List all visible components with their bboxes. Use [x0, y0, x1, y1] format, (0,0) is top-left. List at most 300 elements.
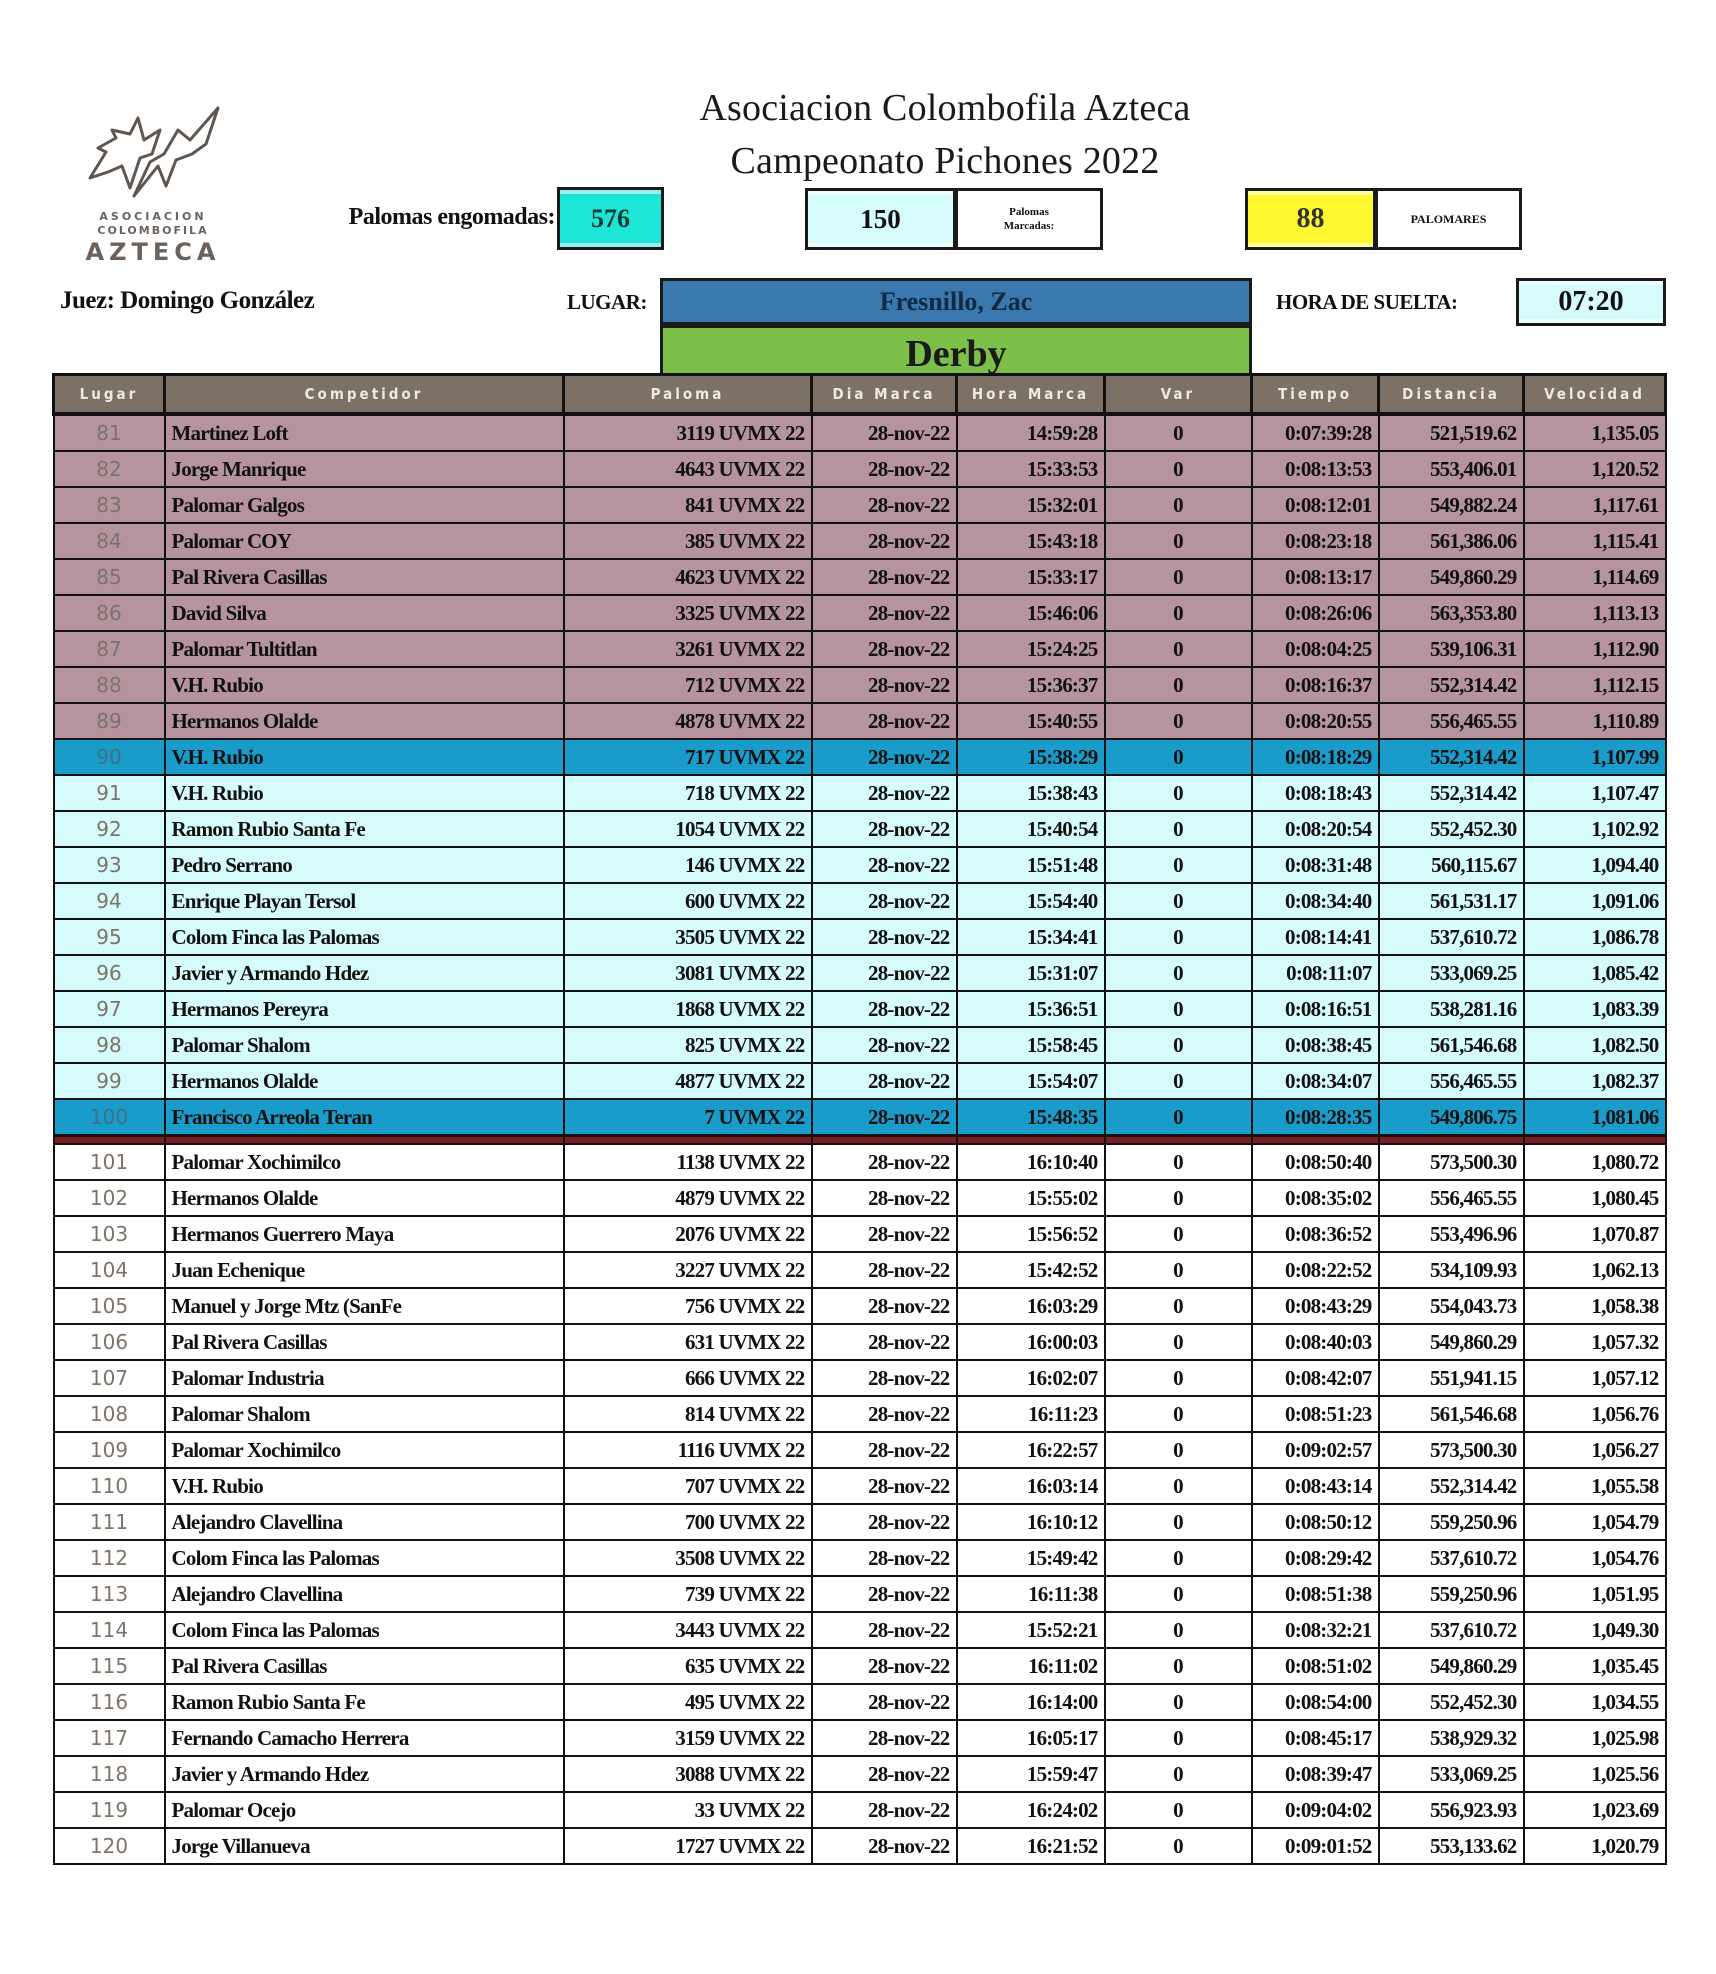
variance-cell: 0: [1105, 451, 1252, 487]
table-row: [54, 1252, 1666, 1288]
competitor-cell: Manuel y Jorge Mtz (SanFe: [165, 1288, 564, 1324]
table-row: [54, 1792, 1666, 1828]
arrival-time-cell: 15:56:52: [957, 1216, 1105, 1252]
competitor-cell: Francisco Arreola Teran: [165, 1099, 564, 1136]
competitor-cell: Hermanos Olalde: [165, 1063, 564, 1099]
pigeon-ring-cell: 1138 UVMX 22: [564, 1144, 812, 1180]
lugar-cell: 101: [54, 1144, 165, 1180]
variance-cell: 0: [1105, 1540, 1252, 1576]
flight-time-cell: 0:08:04:25: [1252, 631, 1379, 667]
speed-cell: 1,080.45: [1524, 1180, 1666, 1216]
distance-cell: 561,546.68: [1379, 1396, 1524, 1432]
variance-cell: 0: [1105, 1612, 1252, 1648]
arrival-time-cell: 16:05:17: [957, 1720, 1105, 1756]
speed-cell: 1,020.79: [1524, 1828, 1666, 1864]
lugar-cell: 118: [54, 1756, 165, 1792]
speed-cell: 1,091.06: [1524, 883, 1666, 919]
speed-cell: 1,056.27: [1524, 1432, 1666, 1468]
palomas-marcadas-value: 150: [805, 188, 956, 250]
lugar-cell: 95: [54, 919, 165, 955]
arrival-time-cell: 15:32:01: [957, 487, 1105, 523]
distance-cell: 561,546.68: [1379, 1027, 1524, 1063]
arrival-date-cell: 28-nov-22: [812, 847, 957, 883]
flight-time-cell: 0:08:35:02: [1252, 1180, 1379, 1216]
distance-cell: 563,353.80: [1379, 595, 1524, 631]
distance-cell: 533,069.25: [1379, 955, 1524, 991]
distance-cell: 537,610.72: [1379, 1540, 1524, 1576]
flight-time-cell: 0:08:14:41: [1252, 919, 1379, 955]
pigeon-ring-cell: 3508 UVMX 22: [564, 1540, 812, 1576]
competitor-cell: Palomar COY: [165, 523, 564, 559]
table-row: [54, 1612, 1666, 1648]
table-row: [54, 487, 1666, 523]
competitor-cell: Palomar Ocejo: [165, 1792, 564, 1828]
flight-time-cell: 0:08:51:23: [1252, 1396, 1379, 1432]
flight-time-cell: 0:08:29:42: [1252, 1540, 1379, 1576]
arrival-time-cell: 15:46:06: [957, 595, 1105, 631]
flight-time-cell: 0:08:43:14: [1252, 1468, 1379, 1504]
variance-cell: 0: [1105, 955, 1252, 991]
table-row: [54, 1684, 1666, 1720]
distance-cell: 553,133.62: [1379, 1828, 1524, 1864]
flight-time-cell: 0:08:28:35: [1252, 1099, 1379, 1136]
pigeon-ring-cell: 3119 UVMX 22: [564, 414, 812, 451]
variance-cell: 0: [1105, 1396, 1252, 1432]
speed-cell: 1,062.13: [1524, 1252, 1666, 1288]
speed-cell: 1,054.79: [1524, 1504, 1666, 1540]
arrival-date-cell: 28-nov-22: [812, 1504, 957, 1540]
arrival-date-cell: 28-nov-22: [812, 1027, 957, 1063]
lugar-cell: 108: [54, 1396, 165, 1432]
distance-cell: 553,406.01: [1379, 451, 1524, 487]
pigeon-ring-cell: 2076 UVMX 22: [564, 1216, 812, 1252]
logo-text-line3: AZTECA: [85, 238, 221, 266]
flight-time-cell: 0:08:20:55: [1252, 703, 1379, 739]
flight-time-cell: 0:08:18:29: [1252, 739, 1379, 775]
lugar-cell: 104: [54, 1252, 165, 1288]
arrival-time-cell: 16:11:02: [957, 1648, 1105, 1684]
separator-cell: [957, 1136, 1105, 1145]
speed-cell: 1,057.32: [1524, 1324, 1666, 1360]
lugar-cell: 91: [54, 775, 165, 811]
table-row: [54, 811, 1666, 847]
distance-cell: 552,452.30: [1379, 1684, 1524, 1720]
competitor-cell: Martinez Loft: [165, 414, 564, 451]
arrival-time-cell: 15:38:43: [957, 775, 1105, 811]
arrival-time-cell: 15:24:25: [957, 631, 1105, 667]
speed-cell: 1,102.92: [1524, 811, 1666, 847]
flight-time-cell: 0:08:45:17: [1252, 1720, 1379, 1756]
lugar-cell: 116: [54, 1684, 165, 1720]
pigeon-ring-cell: 3505 UVMX 22: [564, 919, 812, 955]
variance-cell: 0: [1105, 847, 1252, 883]
distance-cell: 549,806.75: [1379, 1099, 1524, 1136]
arrival-time-cell: 16:11:38: [957, 1576, 1105, 1612]
flight-time-cell: 0:09:02:57: [1252, 1432, 1379, 1468]
logo-text-line2: COLOMBOFILA: [97, 224, 209, 237]
competitor-cell: Hermanos Olalde: [165, 703, 564, 739]
lugar-cell: 111: [54, 1504, 165, 1540]
palomas-engomadas-label: Palomas engomadas:: [348, 204, 555, 230]
arrival-time-cell: 15:59:47: [957, 1756, 1105, 1792]
arrival-date-cell: 28-nov-22: [812, 487, 957, 523]
pigeon-ring-cell: 739 UVMX 22: [564, 1576, 812, 1612]
flight-time-cell: 0:08:16:37: [1252, 667, 1379, 703]
competitor-cell: Hermanos Olalde: [165, 1180, 564, 1216]
table-row: [54, 595, 1666, 631]
variance-cell: 0: [1105, 1027, 1252, 1063]
association-logo: [68, 100, 238, 270]
speed-cell: 1,025.98: [1524, 1720, 1666, 1756]
pigeon-ring-cell: 4877 UVMX 22: [564, 1063, 812, 1099]
arrival-time-cell: 16:14:00: [957, 1684, 1105, 1720]
arrival-date-cell: 28-nov-22: [812, 1756, 957, 1792]
speed-cell: 1,083.39: [1524, 991, 1666, 1027]
palomas-marcadas-label: [955, 188, 1103, 250]
lugar-cell: 112: [54, 1540, 165, 1576]
table-row: [54, 775, 1666, 811]
arrival-date-cell: 28-nov-22: [812, 1144, 957, 1180]
arrival-date-cell: 28-nov-22: [812, 739, 957, 775]
pigeon-ring-cell: 717 UVMX 22: [564, 739, 812, 775]
results-body: [54, 414, 1666, 1864]
column-header-var: Var: [1105, 375, 1252, 415]
speed-cell: 1,107.47: [1524, 775, 1666, 811]
variance-cell: 0: [1105, 919, 1252, 955]
palomas-marcadas-label-line1: Palomas: [1009, 206, 1049, 218]
table-row: [54, 703, 1666, 739]
arrival-time-cell: 14:59:28: [957, 414, 1105, 451]
judge-label: Juez: Domingo González: [60, 287, 315, 314]
arrival-time-cell: 15:55:02: [957, 1180, 1105, 1216]
arrival-date-cell: 28-nov-22: [812, 631, 957, 667]
arrival-time-cell: 15:49:42: [957, 1540, 1105, 1576]
flight-time-cell: 0:08:11:07: [1252, 955, 1379, 991]
flight-time-cell: 0:08:34:07: [1252, 1063, 1379, 1099]
arrival-time-cell: 16:10:40: [957, 1144, 1105, 1180]
arrival-date-cell: 28-nov-22: [812, 1540, 957, 1576]
pigeon-ring-cell: 666 UVMX 22: [564, 1360, 812, 1396]
arrival-time-cell: 15:52:21: [957, 1612, 1105, 1648]
pigeon-ring-cell: 146 UVMX 22: [564, 847, 812, 883]
table-row: [54, 667, 1666, 703]
table-row: [54, 919, 1666, 955]
distance-cell: 537,610.72: [1379, 919, 1524, 955]
arrival-date-cell: 28-nov-22: [812, 1576, 957, 1612]
speed-cell: 1,023.69: [1524, 1792, 1666, 1828]
arrival-date-cell: 28-nov-22: [812, 811, 957, 847]
lugar-cell: 84: [54, 523, 165, 559]
lugar-cell: 107: [54, 1360, 165, 1396]
pigeon-ring-cell: 718 UVMX 22: [564, 775, 812, 811]
table-row: [54, 1216, 1666, 1252]
arrival-date-cell: 28-nov-22: [812, 1612, 957, 1648]
competitor-cell: Jorge Villanueva: [165, 1828, 564, 1864]
distance-cell: 556,465.55: [1379, 703, 1524, 739]
lugar-cell: 120: [54, 1828, 165, 1864]
variance-cell: 0: [1105, 1792, 1252, 1828]
flight-time-cell: 0:08:38:45: [1252, 1027, 1379, 1063]
speed-cell: 1,034.55: [1524, 1684, 1666, 1720]
arrival-time-cell: 16:03:14: [957, 1468, 1105, 1504]
flight-time-cell: 0:08:34:40: [1252, 883, 1379, 919]
results-table: [52, 373, 1667, 1865]
lugar-cell: 102: [54, 1180, 165, 1216]
pigeon-ring-cell: 635 UVMX 22: [564, 1648, 812, 1684]
flight-time-cell: 0:08:23:18: [1252, 523, 1379, 559]
pigeon-ring-cell: 3081 UVMX 22: [564, 955, 812, 991]
arrival-date-cell: 28-nov-22: [812, 883, 957, 919]
distance-cell: 553,496.96: [1379, 1216, 1524, 1252]
race-type: Derby: [660, 325, 1252, 380]
arrival-date-cell: 28-nov-22: [812, 1432, 957, 1468]
table-row: [54, 847, 1666, 883]
competitor-cell: Javier y Armando Hdez: [165, 1756, 564, 1792]
arrival-time-cell: 16:03:29: [957, 1288, 1105, 1324]
variance-cell: 0: [1105, 595, 1252, 631]
lugar-cell: 93: [54, 847, 165, 883]
distance-cell: 561,531.17: [1379, 883, 1524, 919]
lugar-cell: 119: [54, 1792, 165, 1828]
pigeon-ring-cell: 1116 UVMX 22: [564, 1432, 812, 1468]
lugar-cell: 98: [54, 1027, 165, 1063]
distance-cell: 552,314.42: [1379, 739, 1524, 775]
table-row: [54, 1468, 1666, 1504]
competitor-cell: Javier y Armando Hdez: [165, 955, 564, 991]
speed-cell: 1,080.72: [1524, 1144, 1666, 1180]
pigeon-ring-cell: 1054 UVMX 22: [564, 811, 812, 847]
column-header-velocidad: Velocidad: [1524, 375, 1666, 415]
table-row: [54, 1828, 1666, 1864]
flight-time-cell: 0:08:22:52: [1252, 1252, 1379, 1288]
logo-text-line1: ASOCIACION: [99, 210, 207, 223]
distance-cell: 538,281.16: [1379, 991, 1524, 1027]
competitor-cell: Colom Finca las Palomas: [165, 1540, 564, 1576]
lugar-cell: 99: [54, 1063, 165, 1099]
speed-cell: 1,115.41: [1524, 523, 1666, 559]
variance-cell: 0: [1105, 487, 1252, 523]
speed-cell: 1,058.38: [1524, 1288, 1666, 1324]
arrival-time-cell: 15:40:54: [957, 811, 1105, 847]
palomas-marcadas-label-line2: Marcadas:: [1003, 220, 1055, 232]
arrival-time-cell: 15:36:51: [957, 991, 1105, 1027]
arrival-date-cell: 28-nov-22: [812, 1252, 957, 1288]
competitor-cell: Pal Rivera Casillas: [165, 559, 564, 595]
variance-cell: 0: [1105, 1648, 1252, 1684]
competitor-cell: Hermanos Guerrero Maya: [165, 1216, 564, 1252]
table-row: [54, 1504, 1666, 1540]
arrival-date-cell: 28-nov-22: [812, 667, 957, 703]
lugar-cell: 105: [54, 1288, 165, 1324]
flight-time-cell: 0:08:20:54: [1252, 811, 1379, 847]
variance-cell: 0: [1105, 1288, 1252, 1324]
distance-cell: 552,452.30: [1379, 811, 1524, 847]
table-row: [54, 1576, 1666, 1612]
competitor-cell: V.H. Rubio: [165, 667, 564, 703]
distance-cell: 537,610.72: [1379, 1612, 1524, 1648]
competitor-cell: Palomar Galgos: [165, 487, 564, 523]
pigeon-ring-cell: 3325 UVMX 22: [564, 595, 812, 631]
arrival-date-cell: 28-nov-22: [812, 1396, 957, 1432]
column-header-dia-marca: Dia Marca: [812, 375, 957, 415]
table-row: [54, 1648, 1666, 1684]
lugar-cell: 89: [54, 703, 165, 739]
flight-time-cell: 0:09:01:52: [1252, 1828, 1379, 1864]
pigeon-ring-cell: 1868 UVMX 22: [564, 991, 812, 1027]
pigeon-ring-cell: 700 UVMX 22: [564, 1504, 812, 1540]
lugar-cell: 109: [54, 1432, 165, 1468]
lugar-cell: 94: [54, 883, 165, 919]
lugar-cell: 106: [54, 1324, 165, 1360]
arrival-time-cell: 16:11:23: [957, 1396, 1105, 1432]
distance-cell: 539,106.31: [1379, 631, 1524, 667]
arrival-date-cell: 28-nov-22: [812, 703, 957, 739]
arrival-date-cell: 28-nov-22: [812, 451, 957, 487]
flight-time-cell: 0:09:04:02: [1252, 1792, 1379, 1828]
table-header-row: [54, 375, 1666, 415]
arrival-date-cell: 28-nov-22: [812, 1648, 957, 1684]
arrival-time-cell: 15:48:35: [957, 1099, 1105, 1136]
distance-cell: 573,500.30: [1379, 1144, 1524, 1180]
column-header-paloma: Paloma: [564, 375, 812, 415]
distance-cell: 573,500.30: [1379, 1432, 1524, 1468]
competitor-cell: Palomar Shalom: [165, 1027, 564, 1063]
pigeon-ring-cell: 631 UVMX 22: [564, 1324, 812, 1360]
competitor-cell: Fernando Camacho Herrera: [165, 1720, 564, 1756]
arrival-time-cell: 15:58:45: [957, 1027, 1105, 1063]
pigeon-ring-cell: 712 UVMX 22: [564, 667, 812, 703]
table-row: [54, 1099, 1666, 1136]
speed-cell: 1,094.40: [1524, 847, 1666, 883]
competitor-cell: Ramon Rubio Santa Fe: [165, 811, 564, 847]
pigeon-ring-cell: 7 UVMX 22: [564, 1099, 812, 1136]
arrival-date-cell: 28-nov-22: [812, 991, 957, 1027]
distance-cell: 560,115.67: [1379, 847, 1524, 883]
table-row: [54, 1540, 1666, 1576]
lugar-cell: 114: [54, 1612, 165, 1648]
table-row: [54, 739, 1666, 775]
flight-time-cell: 0:08:13:53: [1252, 451, 1379, 487]
competitor-cell: V.H. Rubio: [165, 775, 564, 811]
competitor-cell: Colom Finca las Palomas: [165, 919, 564, 955]
lugar-cell: 87: [54, 631, 165, 667]
variance-cell: 0: [1105, 1144, 1252, 1180]
competitor-cell: Pal Rivera Casillas: [165, 1324, 564, 1360]
speed-cell: 1,114.69: [1524, 559, 1666, 595]
distance-cell: 556,465.55: [1379, 1180, 1524, 1216]
pigeon-ring-cell: 841 UVMX 22: [564, 487, 812, 523]
variance-cell: 0: [1105, 631, 1252, 667]
arrival-time-cell: 15:33:53: [957, 451, 1105, 487]
pigeon-ring-cell: 3261 UVMX 22: [564, 631, 812, 667]
speed-cell: 1,113.13: [1524, 595, 1666, 631]
arrival-date-cell: 28-nov-22: [812, 1180, 957, 1216]
distance-cell: 549,860.29: [1379, 559, 1524, 595]
speed-cell: 1,135.05: [1524, 414, 1666, 451]
arrival-time-cell: 15:36:37: [957, 667, 1105, 703]
arrival-time-cell: 15:54:40: [957, 883, 1105, 919]
variance-cell: 0: [1105, 883, 1252, 919]
variance-cell: 0: [1105, 1432, 1252, 1468]
variance-cell: 0: [1105, 523, 1252, 559]
arrival-time-cell: 16:00:03: [957, 1324, 1105, 1360]
distance-cell: 521,519.62: [1379, 414, 1524, 451]
arrival-date-cell: 28-nov-22: [812, 1099, 957, 1136]
speed-cell: 1,110.89: [1524, 703, 1666, 739]
hora-suelta-label: HORA DE SUELTA:: [1276, 290, 1458, 314]
lugar-label: LUGAR:: [567, 290, 647, 314]
speed-cell: 1,054.76: [1524, 1540, 1666, 1576]
variance-cell: 0: [1105, 667, 1252, 703]
competitor-cell: Palomar Xochimilco: [165, 1144, 564, 1180]
pigeon-ring-cell: 4878 UVMX 22: [564, 703, 812, 739]
arrival-date-cell: 28-nov-22: [812, 414, 957, 451]
speed-cell: 1,081.06: [1524, 1099, 1666, 1136]
variance-cell: 0: [1105, 1180, 1252, 1216]
variance-cell: 0: [1105, 991, 1252, 1027]
pigeon-ring-cell: 4879 UVMX 22: [564, 1180, 812, 1216]
flight-time-cell: 0:08:26:06: [1252, 595, 1379, 631]
variance-cell: 0: [1105, 1063, 1252, 1099]
flight-time-cell: 0:08:51:38: [1252, 1576, 1379, 1612]
lugar-cell: 117: [54, 1720, 165, 1756]
speed-cell: 1,120.52: [1524, 451, 1666, 487]
table-row: [54, 1432, 1666, 1468]
flight-time-cell: 0:08:51:02: [1252, 1648, 1379, 1684]
distance-cell: 534,109.93: [1379, 1252, 1524, 1288]
table-row: [54, 1063, 1666, 1099]
lugar-cell: 96: [54, 955, 165, 991]
arrival-date-cell: 28-nov-22: [812, 1828, 957, 1864]
arrival-date-cell: 28-nov-22: [812, 1216, 957, 1252]
flight-time-cell: 0:08:42:07: [1252, 1360, 1379, 1396]
pigeon-ring-cell: 4623 UVMX 22: [564, 559, 812, 595]
distance-cell: 552,314.42: [1379, 1468, 1524, 1504]
table-row: [54, 451, 1666, 487]
speed-cell: 1,057.12: [1524, 1360, 1666, 1396]
pigeon-ring-cell: 1727 UVMX 22: [564, 1828, 812, 1864]
variance-cell: 0: [1105, 1252, 1252, 1288]
arrival-time-cell: 16:02:07: [957, 1360, 1105, 1396]
distance-cell: 559,250.96: [1379, 1576, 1524, 1612]
arrival-date-cell: 28-nov-22: [812, 559, 957, 595]
separator-cell: [1105, 1136, 1252, 1145]
speed-cell: 1,035.45: [1524, 1648, 1666, 1684]
arrival-date-cell: 28-nov-22: [812, 1288, 957, 1324]
competitor-cell: David Silva: [165, 595, 564, 631]
competitor-cell: Colom Finca las Palomas: [165, 1612, 564, 1648]
lugar-cell: 83: [54, 487, 165, 523]
lugar-cell: 110: [54, 1468, 165, 1504]
table-row: [54, 991, 1666, 1027]
table-row: [54, 414, 1666, 451]
flight-time-cell: 0:07:39:28: [1252, 414, 1379, 451]
flight-time-cell: 0:08:32:21: [1252, 1612, 1379, 1648]
competitor-cell: Ramon Rubio Santa Fe: [165, 1684, 564, 1720]
lugar-cell: 92: [54, 811, 165, 847]
pigeon-ring-cell: 600 UVMX 22: [564, 883, 812, 919]
arrival-time-cell: 16:24:02: [957, 1792, 1105, 1828]
arrival-time-cell: 15:33:17: [957, 559, 1105, 595]
competitor-cell: Jorge Manrique: [165, 451, 564, 487]
distance-cell: 549,860.29: [1379, 1324, 1524, 1360]
pigeon-ring-cell: 3227 UVMX 22: [564, 1252, 812, 1288]
speed-cell: 1,051.95: [1524, 1576, 1666, 1612]
flight-time-cell: 0:08:13:17: [1252, 559, 1379, 595]
competitor-cell: Pedro Serrano: [165, 847, 564, 883]
arrival-time-cell: 15:31:07: [957, 955, 1105, 991]
arrival-date-cell: 28-nov-22: [812, 775, 957, 811]
